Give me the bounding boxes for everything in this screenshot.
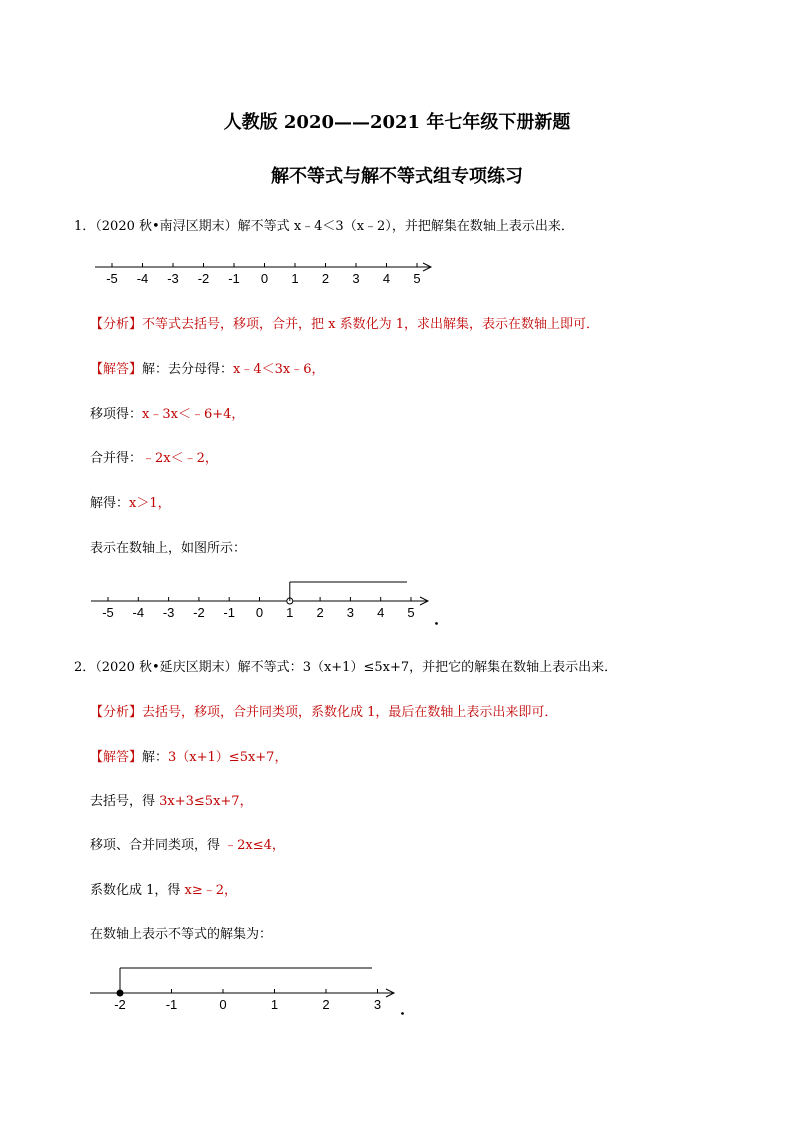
question-expression: 3（x+1）≤5x+7 [302,660,410,675]
question-prompt: 解不等式 [237,219,290,234]
q2-step-4 [90,879,237,898]
question-expression: x﹣4＜3（x﹣2） [293,219,392,234]
tick-label: -5 [106,271,118,286]
q1-step-2 [90,403,244,422]
step-label: 合并得： [90,451,143,466]
tick-label: 2 [316,605,324,620]
tick-label: -3 [167,271,179,286]
step-expression: ﹣2x≤4， [224,838,285,853]
page-title: 人教版 2020——2021 年七年级下册新题 [223,112,571,133]
question-1 [74,215,574,234]
question-prompt: 解不等式： [237,660,303,675]
q2-step-2 [90,790,253,809]
step-label: 解得： [90,496,130,511]
step-label: 系数化成 1，得 [90,883,185,898]
tick-label: -1 [165,997,178,1012]
tick-label: -5 [102,605,114,620]
tick-label: 2 [322,997,330,1012]
tick-label: -2 [197,271,210,286]
number-line-1 [85,255,445,290]
answer-tag: 【解答】 [90,750,143,765]
question-source: （2020 秋•延庆区期末） [95,660,238,675]
tick-label: -4 [136,271,149,286]
question-source: （2020 秋•南浔区期末） [95,219,238,234]
tick-label: -4 [132,605,145,620]
question-2 [74,656,617,675]
tick-label: 5 [413,271,421,286]
tick-label: 2 [321,271,330,286]
tick-label: -2 [193,605,205,620]
step-label: 移项、合并同类项，得 [90,838,225,853]
number-line-3 [85,958,415,1018]
step-expression: ﹣2x＜﹣2， [142,451,218,466]
tick-label: 3 [352,271,360,286]
end-period: ． [434,609,451,628]
tick-label: 1 [291,271,299,286]
q2-step-3 [90,834,285,853]
answer-expression: x﹣4＜3x﹣6， [233,362,325,377]
question-number: 1． [74,219,96,234]
tick-label: -3 [162,605,175,620]
tick-label: 5 [407,605,415,620]
question-number: 2． [74,660,96,675]
q1-analysis [90,313,599,332]
tick-label: -1 [228,271,240,286]
question-prompt-tail: ，并把解集在数轴上表示出来． [391,219,574,234]
answer-expression: 3（x+1）≤5x+7， [168,750,288,765]
q1-step-4 [90,492,171,511]
tick-label: 1 [270,997,279,1012]
analysis-text: 去括号，移项，合并同类项，系数化成 1，最后在数轴上表示出来即可． [142,705,558,720]
tick-label: 0 [260,271,269,286]
analysis-text: 不等式去括号，移项，合并，把 x 系数化为 1，求出解集，表示在数轴上即可． [142,317,600,332]
tick-label: 0 [219,997,227,1012]
q1-answer [90,358,325,377]
step-label: 去括号，得 [90,794,160,809]
tick-label: -2 [114,997,126,1012]
number-line-2 [85,572,445,627]
step-expression: x≥﹣2， [184,883,238,898]
q2-step-5: 在数轴上表示不等式的解集为： [90,927,273,942]
step-expression: x＞1， [129,496,171,511]
tick-label: 3 [346,605,355,620]
q1-step-3 [90,447,218,466]
analysis-tag: 【分析】 [90,317,143,332]
q2-answer [90,746,287,765]
page-subtitle: 解不等式与解不等式组专项练习 [271,166,523,187]
step-expression: x﹣3x＜﹣6+4， [142,407,245,422]
question-prompt-tail: ，并把它的解集在数轴上表示出来． [409,660,618,675]
end-period: ． [400,999,417,1018]
answer-lead: 解：去分母得： [142,362,234,377]
tick-label: 0 [255,605,264,620]
step-label: 移项得： [90,407,143,422]
tick-label: 3 [373,997,382,1012]
q2-analysis [90,701,557,720]
step-expression: 3x+3≤5x+7， [159,794,253,809]
answer-lead: 解： [142,750,169,765]
tick-label: 4 [382,271,391,286]
q1-step-5: 表示在数轴上，如图所示： [90,541,247,556]
tick-label: 4 [377,605,385,620]
tick-label: 1 [286,605,294,620]
tick-label: -1 [223,605,235,620]
answer-tag: 【解答】 [90,362,143,377]
analysis-tag: 【分析】 [90,705,143,720]
